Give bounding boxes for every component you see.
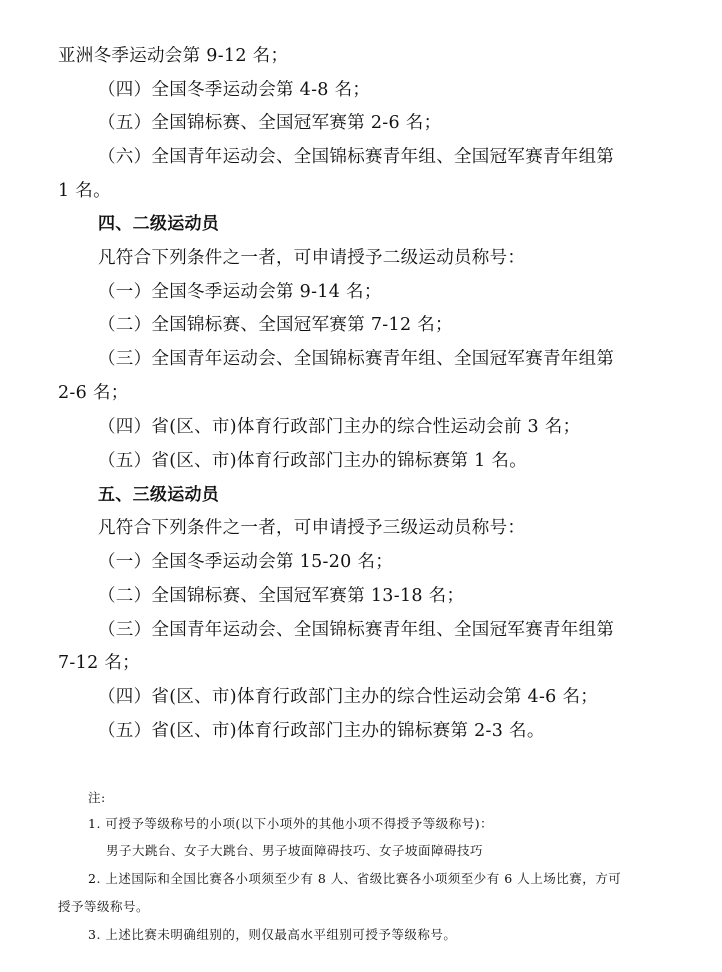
body-line: 凡符合下列条件之一者，可申请授予三级运动员称号： [98, 518, 526, 538]
list-item: （五）省(区、市)体育行政部门主办的锦标赛第 1 名。 [98, 451, 528, 471]
note-item: 2. 上述国际和全国比赛各小项须至少有 8 人、省级比赛各小项须至少有 6 人上场比赛，方可 [88, 871, 622, 886]
body-line: 1 名。 [58, 181, 111, 201]
list-item: （三）全国青年运动会、全国锦标赛青年组、全国冠军赛青年组第 [98, 349, 615, 369]
body-line: 7-12 名； [58, 653, 140, 673]
list-item: （四）省(区、市)体育行政部门主办的综合性运动会第 4-6 名； [98, 687, 599, 707]
list-item: （五）全国锦标赛、全国冠军赛第 2-6 名； [98, 113, 442, 133]
list-item: （五）省(区、市)体育行政部门主办的锦标赛第 2-3 名。 [98, 721, 545, 741]
note-heading: 注: [88, 790, 106, 805]
list-item: （四）省(区、市)体育行政部门主办的综合性运动会前 3 名； [98, 417, 581, 437]
body-line: 凡符合下列条件之一者，可申请授予二级运动员称号： [98, 248, 526, 268]
note-item: 男子大跳台、女子大跳台、男子坡面障碍技巧、女子坡面障碍技巧 [106, 843, 484, 858]
note-item: 1. 可授予等级称号的小项(以下小项外的其他小项不得授予等级称号)： [88, 816, 494, 831]
section-heading: 四、二级运动员 [98, 214, 220, 234]
body-line: 亚洲冬季运动会第 9-12 名； [58, 46, 289, 66]
list-item: （三）全国青年运动会、全国锦标赛青年组、全国冠军赛青年组第 [98, 620, 615, 640]
section-heading: 五、三级运动员 [98, 485, 220, 505]
list-item: （一）全国冬季运动会第 15-20 名； [98, 552, 394, 572]
list-item: （一）全国冬季运动会第 9-14 名； [98, 282, 382, 302]
list-item: （六）全国青年运动会、全国锦标赛青年组、全国冠军赛青年组第 [98, 147, 615, 167]
note-item: 3. 上述比赛未明确组别的，则仅最高水平组别可授予等级称号。 [88, 927, 457, 942]
list-item: （二）全国锦标赛、全国冠军赛第 7-12 名； [98, 315, 453, 335]
note-item: 授予等级称号。 [58, 899, 150, 914]
list-item: （二）全国锦标赛、全国冠军赛第 13-18 名； [98, 586, 465, 606]
list-item: （四）全国冬季运动会第 4-8 名； [98, 80, 371, 100]
body-line: 2-6 名； [58, 383, 129, 403]
